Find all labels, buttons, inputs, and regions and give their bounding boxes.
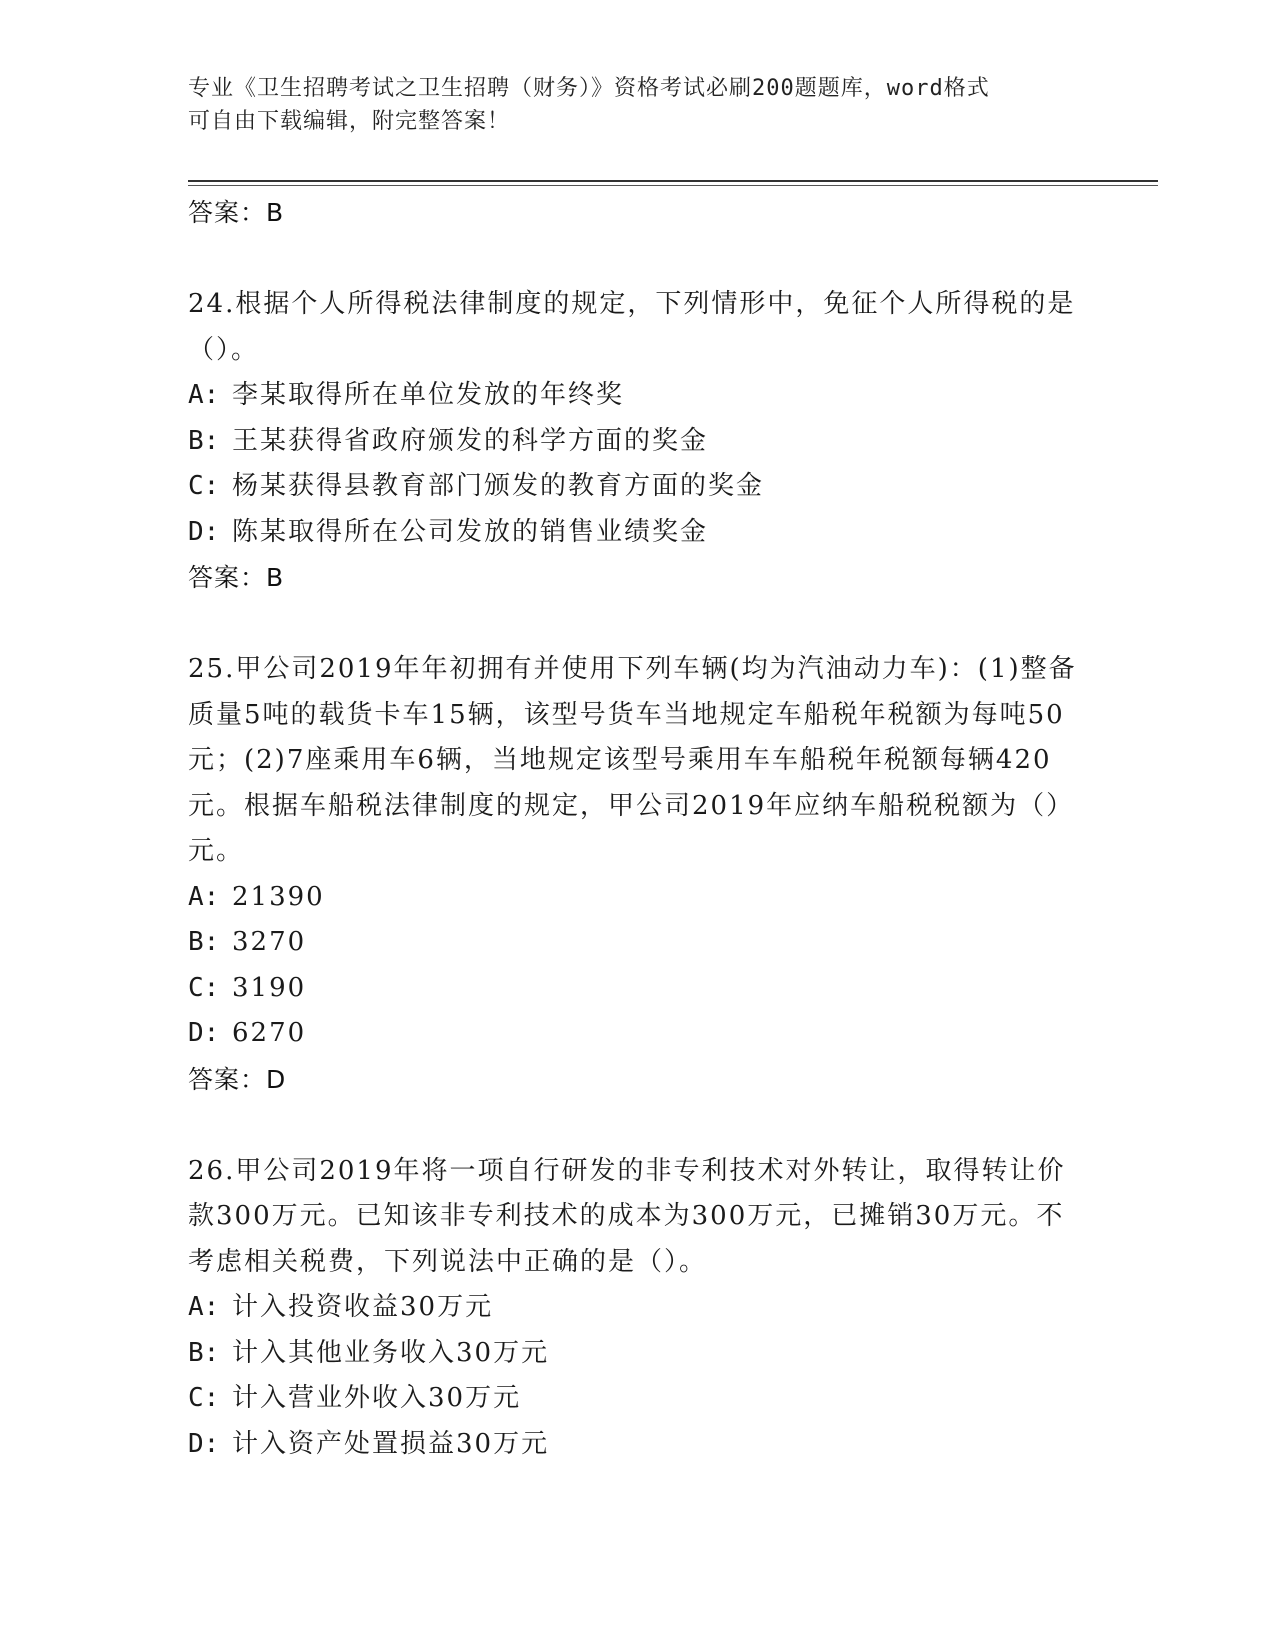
question-24: [188, 282, 1088, 601]
option-d: [188, 1422, 1088, 1468]
spacer: [188, 601, 1088, 647]
option-letter: D:: [188, 1428, 220, 1459]
header-divider-thick: [188, 180, 1158, 182]
answer-value: B: [266, 198, 285, 227]
answer-label: 答案：: [188, 198, 267, 227]
option-letter: B:: [188, 1337, 220, 1368]
question-text: 25.甲公司2019年年初拥有并使用下列车辆(均为汽油动力车)：(1)整备质量5吨的载货卡车15辆，该型号货车当地规定车船税年税额为每吨50元；(2)7座乘用车6辆，当地规定该型号乘用车车船税年税额每辆420元。根据车船税法律制度的规定，甲公司2019年应纳车船税税额为（）元。: [188, 654, 1077, 866]
option-letter: C:: [188, 972, 220, 1003]
answer-value: B: [266, 563, 285, 592]
option-letter: A:: [188, 881, 220, 912]
option-text: 6270: [232, 1018, 307, 1048]
option-text: 计入投资收益30万元: [232, 1292, 494, 1322]
option-b: [188, 920, 1088, 966]
option-text: 3270: [232, 927, 307, 957]
option-text: 陈某取得所在公司发放的销售业绩奖金: [232, 516, 709, 547]
option-d: [188, 1011, 1088, 1057]
option-text: 李某取得所在单位发放的年终奖: [232, 380, 625, 410]
header-line-1: 专业《卫生招聘考试之卫生招聘（财务）》资格考试必刷200题题库，word格式: [188, 76, 990, 101]
answer-label: 答案：: [188, 563, 267, 592]
option-d: [188, 510, 1088, 556]
question-content: [188, 190, 1088, 1467]
question-answer: [188, 1057, 1088, 1103]
spacer: [188, 1103, 1088, 1149]
answer-label: 答案：: [188, 1064, 267, 1094]
previous-answer: [188, 190, 1088, 236]
header-divider-thin: [188, 185, 1158, 186]
option-c: [188, 464, 1088, 510]
option-c: [188, 966, 1088, 1012]
question-answer: [188, 555, 1088, 601]
question-text: 26.甲公司2019年将一项自行研发的非专利技术对外转让，取得转让价款300万元。已知该非专利技术的成本为300万元，已摊销30万元。不考虑相关税费，下列说法中正确的是（）。: [188, 1155, 1066, 1277]
option-letter: A:: [188, 1292, 220, 1322]
option-a: [188, 1285, 1088, 1331]
option-b: [188, 419, 1088, 465]
option-letter: C:: [188, 471, 220, 501]
option-letter: C:: [188, 1383, 220, 1413]
option-letter: B:: [188, 927, 220, 957]
option-letter: D:: [188, 1018, 220, 1048]
option-text: 计入其他业务收入30万元: [232, 1337, 550, 1368]
question-25: [188, 647, 1088, 1103]
question-text: 24.根据个人所得税法律制度的规定，下列情形中，免征个人所得税的是（）。: [188, 289, 1076, 365]
option-letter: B:: [188, 425, 220, 456]
option-text: 杨某获得县教育部门颁发的教育方面的奖金: [232, 471, 765, 501]
option-text: 计入营业外收入30万元: [232, 1383, 522, 1413]
option-text: 3190: [232, 972, 307, 1003]
option-letter: A:: [188, 380, 220, 410]
option-text: 计入资产处置损益30万元: [232, 1428, 550, 1459]
option-text: 21390: [232, 881, 325, 912]
option-c: [188, 1376, 1088, 1422]
answer-value: D: [266, 1064, 287, 1094]
option-text: 王某获得省政府颁发的科学方面的奖金: [232, 425, 709, 456]
document-header: [188, 72, 1078, 138]
question-26: [188, 1149, 1088, 1468]
option-letter: D:: [188, 516, 220, 547]
header-line-2: 可自由下载编辑，附完整答案！: [188, 109, 511, 134]
spacer: [188, 236, 1088, 282]
option-b: [188, 1331, 1088, 1377]
option-a: [188, 373, 1088, 419]
option-a: [188, 875, 1088, 921]
